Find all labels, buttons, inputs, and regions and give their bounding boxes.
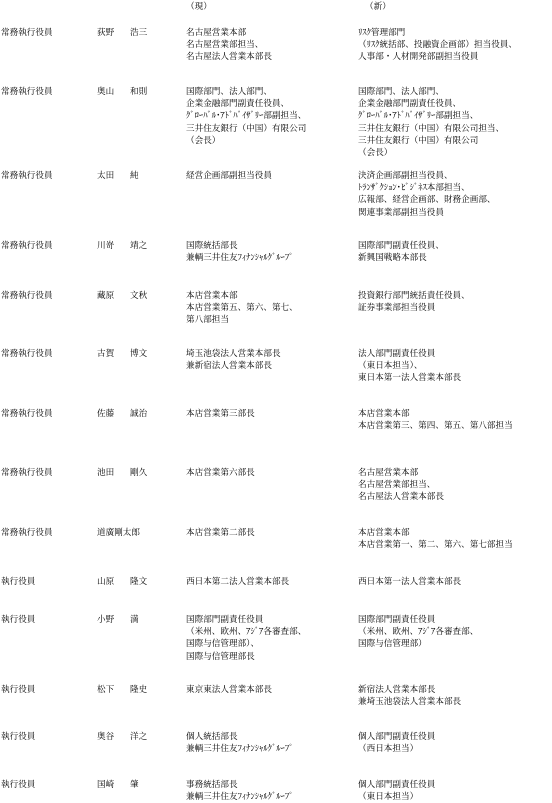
current-position — [186, 408, 255, 420]
role-title: 執行役員 — [1, 780, 36, 790]
new-position — [358, 467, 444, 504]
current-position — [186, 27, 272, 64]
current-position-line: 名古屋営業部担当、 — [186, 40, 264, 51]
role-title: 常務執行役員 — [1, 468, 53, 478]
current-position-line: 本店営業第二部長 — [186, 528, 255, 538]
surname: 太田 — [97, 171, 115, 181]
new-position-line: ﾘｽｸ管理部門 — [358, 28, 406, 38]
new-position-line: 広報部、経営企画部、財務企画部、 — [358, 195, 496, 206]
given-name: 満 — [130, 615, 139, 625]
current-position-line: 兼輌三井住友ﾌｨﾅﾝｼｬﾙｸﾞﾙｰﾌﾟ — [186, 792, 294, 803]
new-position-line: 三井住友銀行（中国）有限公司担当、 — [358, 123, 505, 134]
new-position-line: 三井住友銀行（中国）有限公司 — [358, 135, 479, 146]
new-position — [358, 614, 478, 651]
new-position-line: 兼埼玉池袋法人営業本部長 — [358, 697, 462, 708]
current-position — [186, 348, 281, 372]
role-title: 執行役員 — [1, 615, 36, 625]
current-column-header: （現） — [186, 2, 212, 12]
current-position-line: （米州、欧州、ｱｼﾞｱ各審査部、 — [186, 627, 307, 638]
current-position-line: 国際部門、法人部門、 — [186, 87, 272, 97]
new-position-line: 本店営業本部 — [358, 409, 410, 419]
new-position-line: （米州、欧州、ｱｼﾞｱ各審査部、 — [358, 627, 479, 638]
current-position-line: 兼輌三井住友ﾌｨﾅﾝｼｬﾙｸﾞﾙｰﾌﾟ — [186, 253, 294, 264]
current-position-line: 東京東法人営業本部長 — [186, 685, 272, 695]
role-title: 執行役員 — [1, 577, 36, 587]
current-position-line: 国際統括部長 — [186, 241, 238, 251]
current-position — [186, 467, 255, 479]
current-position-line: ｸﾞﾛｰﾊﾞﾙ･ｱﾄﾞﾊﾞｲｻﾞﾘｰ部副担当、 — [186, 111, 307, 122]
new-position-line: 個人部門副責任役員 — [358, 732, 436, 742]
role-title: 常務執行役員 — [1, 87, 53, 97]
given-name: 誠治 — [130, 409, 148, 419]
new-position-line: 関連事業部副担当役員 — [358, 207, 444, 218]
current-position-line: 第八部担当 — [186, 315, 229, 326]
current-position-line: （会長） — [186, 135, 221, 146]
new-position — [358, 731, 435, 755]
current-position-line: 兼新宿法人営業本部長 — [186, 361, 272, 372]
given-name: 和則 — [130, 87, 148, 97]
current-position-line: 名古屋営業本部 — [186, 28, 247, 38]
new-position-line: 本店営業第一、第二、第六、第七部担当 — [358, 540, 513, 551]
current-position-line: 個人統括部長 — [186, 732, 238, 742]
new-position-line: （西日本担当） — [358, 744, 419, 755]
surname: 古賀 — [97, 349, 115, 359]
role-title: 常務執行役員 — [1, 171, 53, 181]
new-position-line: 新興国戦略本部長 — [358, 253, 427, 264]
role-title: 執行役員 — [1, 732, 36, 742]
current-position-line: 西日本第二法人営業本部長 — [186, 577, 290, 587]
surname: 道廣剛太郎 — [97, 528, 140, 538]
new-position-line: ｸﾞﾛｰﾊﾞﾙ･ｱﾄﾞﾊﾞｲｻﾞﾘｰ部副担当、 — [358, 111, 479, 122]
new-position — [358, 27, 517, 64]
current-position-line: 兼輌三井住友ﾌｨﾅﾝｼｬﾙｸﾞﾙｰﾌﾟ — [186, 744, 294, 755]
surname: 荻野 — [97, 28, 115, 38]
new-column-header: （新） — [365, 2, 391, 12]
surname: 松下 — [97, 685, 115, 695]
new-position-line: 証券事業部担当役員 — [358, 303, 436, 314]
surname: 山原 — [97, 577, 115, 587]
current-position-line: 本店営業第三部長 — [186, 409, 255, 419]
current-position-line: 本店営業第六部長 — [186, 468, 255, 478]
new-position-line: 西日本第一法人営業本部長 — [358, 577, 462, 587]
role-title: 常務執行役員 — [1, 28, 53, 38]
given-name: 文秋 — [130, 291, 148, 301]
new-position-line: （東日本担当）、 — [358, 361, 423, 372]
current-position-line: 埼玉池袋法人営業本部長 — [186, 349, 281, 359]
new-position-line: （会長） — [358, 148, 393, 159]
new-position-line: 名古屋法人営業本部長 — [358, 492, 444, 503]
new-position-line: 個人部門副責任役員 — [358, 780, 436, 790]
surname: 奥谷 — [97, 732, 115, 742]
new-position — [358, 527, 513, 551]
new-position-line: 法人部門副責任役員 — [358, 349, 436, 359]
current-position — [186, 779, 293, 803]
new-position — [358, 240, 444, 264]
role-title: 常務執行役員 — [1, 349, 53, 359]
current-position — [186, 86, 306, 147]
given-name: 剛久 — [130, 468, 148, 478]
new-position-line: 人事部・人材開発部副担当役員 — [358, 52, 479, 63]
role-title: 執行役員 — [1, 685, 36, 695]
new-position-line: 国際部門副責任役員 — [358, 615, 436, 625]
surname: 池田 — [97, 468, 115, 478]
new-position — [358, 779, 435, 803]
new-position-line: 新宿法人営業本部長 — [358, 685, 436, 695]
current-position — [186, 240, 293, 264]
given-name: 純 — [130, 171, 139, 181]
new-position-line: （ﾘｽｸ統括部、投融資企画部）担当役員、 — [358, 40, 517, 51]
new-position-line: ﾄﾗﾝｻﾞｸｼｮﾝ･ﾋﾞｼﾞﾈｽ本部担当、 — [358, 183, 470, 194]
current-position-line: 企業金融部門副責任役員、 — [186, 99, 290, 110]
role-title: 常務執行役員 — [1, 409, 53, 419]
surname: 佐藤 — [97, 409, 115, 419]
current-position-line: 事務統括部長 — [186, 780, 238, 790]
new-position — [358, 290, 470, 314]
current-position — [186, 731, 293, 755]
current-position-line: 名古屋法人営業本部長 — [186, 52, 272, 63]
new-position-line: 本店営業本部 — [358, 528, 410, 538]
new-position-line: 決済企画部副担当役員、 — [358, 171, 453, 181]
role-title: 常務執行役員 — [1, 528, 53, 538]
given-name: 肇 — [130, 780, 139, 790]
new-position-line: 国際部門、法人部門、 — [358, 87, 444, 97]
new-position — [358, 348, 461, 385]
surname: 藏原 — [97, 291, 115, 301]
given-name: 靖之 — [130, 241, 148, 251]
current-position — [186, 527, 255, 539]
new-position-line: 企業金融部門副責任役員、 — [358, 99, 462, 110]
new-position — [358, 684, 461, 708]
new-position — [358, 576, 461, 588]
new-position-line: （東日本担当） — [358, 792, 419, 803]
surname: 国崎 — [97, 780, 115, 790]
new-position-line: 本店営業第三、第四、第五、第八部担当 — [358, 421, 513, 432]
new-position-line: 東日本第一法人営業本部長 — [358, 373, 462, 384]
given-name: 洋之 — [130, 732, 148, 742]
given-name: 隆文 — [130, 577, 148, 587]
current-position-line: 国際部門副責任役員 — [186, 615, 264, 625]
current-position — [186, 684, 272, 696]
given-name: 浩三 — [130, 28, 148, 38]
new-position — [358, 170, 496, 219]
new-position — [358, 408, 513, 432]
role-title: 常務執行役員 — [1, 241, 53, 251]
given-name: 隆史 — [130, 685, 148, 695]
new-position-line: 国際与信管理部） — [358, 639, 427, 650]
current-position-line: 本店営業第五、第六、第七、 — [186, 303, 298, 314]
new-position-line: 投資銀行部門統括責任役員、 — [358, 291, 470, 301]
new-position-line: 名古屋営業本部 — [358, 468, 419, 478]
current-position-line: 三井住友銀行（中国）有限公司 — [186, 123, 307, 134]
surname: 小野 — [97, 615, 115, 625]
current-position — [186, 170, 272, 182]
given-name: 博文 — [130, 349, 148, 359]
new-position — [358, 86, 504, 159]
current-position-line: 本店営業本部 — [186, 291, 238, 301]
current-position — [186, 614, 306, 663]
current-position-line: 経営企画部副担当役員 — [186, 171, 272, 181]
surname: 川嵜 — [97, 241, 115, 251]
surname: 奥山 — [97, 87, 115, 97]
new-position-line: 名古屋営業部担当、 — [358, 480, 436, 491]
current-position-line: 国際与信管理部長 — [186, 651, 255, 662]
current-position — [186, 290, 298, 327]
current-position-line: 国際与信管理部）、 — [186, 639, 260, 650]
current-position — [186, 576, 289, 588]
new-position-line: 国際部門副責任役員、 — [358, 241, 444, 251]
role-title: 常務執行役員 — [1, 291, 53, 301]
